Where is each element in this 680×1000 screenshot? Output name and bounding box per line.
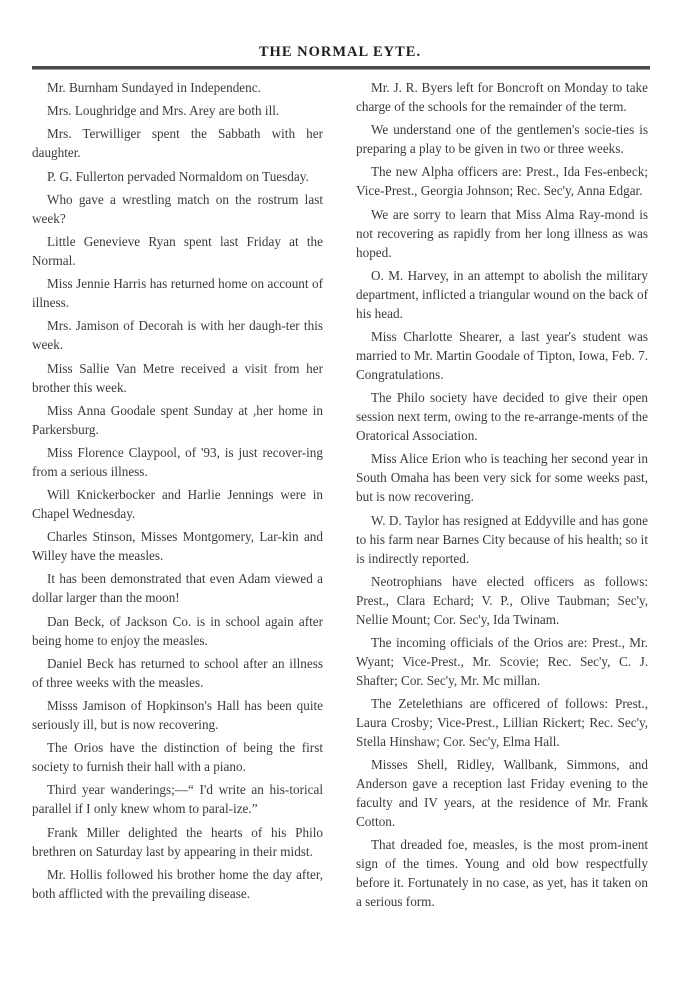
news-item: Charles Stinson, Misses Montgomery, Lar-kin and Willey have the measles. bbox=[32, 529, 323, 564]
news-item: Who gave a wrestling match on the rostrum last week? bbox=[32, 191, 323, 226]
news-item: Neotrophians have elected officers as follows: Prest., Clara Echard; V. P., Olive Taubman; Sec'y, Nellie Mount; Cor. Sec'y, Ida Twinam. bbox=[356, 573, 648, 627]
news-item: Miss Alice Erion who is teaching her second year in South Omaha has been very sick for some weeks past, but is now recovering. bbox=[356, 451, 648, 505]
news-item: The new Alpha officers are: Prest., Ida Fes-enbeck; Vice-Prest., Georgia Johnson; Rec. Sec'y, Anna Edgar. bbox=[356, 164, 648, 199]
news-item: Mrs. Terwilliger spent the Sabbath with her daughter. bbox=[32, 126, 323, 161]
news-item: Miss Florence Claypool, of '93, is just recover-ing from a serious illness. bbox=[32, 444, 323, 479]
header-rule bbox=[32, 66, 650, 70]
news-item: Mrs. Loughridge and Mrs. Arey are both ill. bbox=[47, 103, 280, 119]
news-item: O. M. Harvey, in an attempt to abolish the military department, inflicted a triangular wound on the back of his head. bbox=[356, 267, 648, 321]
news-item: Third year wanderings;—“ I'd write an his-torical parallel if I only knew whom to paral-ize.” bbox=[32, 782, 323, 817]
right-column bbox=[356, 78, 648, 916]
news-item: Will Knickerbocker and Harlie Jennings were in Chapel Wednesday. bbox=[32, 487, 323, 522]
news-item: Miss Sallie Van Metre received a visit from her brother this week. bbox=[32, 360, 323, 395]
news-item: P. G. Fullerton pervaded Normaldom on Tuesday. bbox=[47, 168, 309, 184]
news-item: Misss Jamison of Hopkinson's Hall has been quite seriously ill, but is now recovering. bbox=[32, 698, 323, 732]
news-item: That dreaded foe, measles, is the most prom-inent sign of the times. Young and old bow respectfully before it. Fortunately in no case, as yet, has it taken on a serious form. bbox=[356, 837, 648, 910]
news-item: Mr. Hollis followed his brother home the day after, both afflicted with the prevailing disease. bbox=[32, 866, 323, 901]
news-item: The Orios have the distinction of being the first society to furnish their hall with a piano. bbox=[32, 740, 323, 775]
news-item: We are sorry to learn that Miss Alma Ray-mond is not recovering as rapidly from her long illness as was hoped. bbox=[356, 206, 648, 260]
page-title: THE NORMAL EYTE. bbox=[258, 44, 422, 60]
news-item: It has been demonstrated that even Adam viewed a dollar larger than the moon! bbox=[32, 571, 323, 606]
news-item: We understand one of the gentlemen's socie-ties is preparing a play to be given in two or three weeks. bbox=[356, 122, 648, 157]
news-item: Mr. J. R. Byers left for Boncroft on Monday to take charge of the schools for the remainder of the term. bbox=[356, 80, 648, 114]
news-item: The Philo society have decided to give their open session next term, owing to the re-arrange-ments of the Oratorical Association. bbox=[356, 390, 648, 444]
news-item: Miss Charlotte Shearer, a last year's student was married to Mr. Martin Goodale of Tipton, Iowa, Feb. 7. Congratulations. bbox=[356, 328, 648, 382]
news-item: Daniel Beck has returned to school after an illness of three weeks with the measles. bbox=[32, 655, 323, 690]
news-item: The Zetelethians are officered of follows: Prest., Laura Crosby; Vice-Prest., Lillian Rickert; Rec. Sec'y, Stella Hinshaw; Cor. Sec'y, Elma Hall. bbox=[356, 696, 648, 750]
news-item: Miss Anna Goodale spent Sunday at ,her home in Parkersburg. bbox=[32, 402, 323, 437]
news-item: Frank Miller delighted the hearts of his Philo brethren on Saturday last by appearing in their midst. bbox=[32, 824, 323, 859]
news-item: Little Genevieve Ryan spent last Friday at the Normal. bbox=[32, 233, 323, 268]
left-column bbox=[32, 78, 323, 907]
news-item: Mr. Burnham Sundayed in Independenc. bbox=[47, 80, 261, 95]
news-item: Mrs. Jamison of Decorah is with her daugh-ter this week. bbox=[32, 318, 323, 353]
news-item: W. D. Taylor has resigned at Eddyville and has gone to his farm near Barnes City because of his health; so it is indirectly reported. bbox=[356, 512, 648, 566]
news-item: Miss Jennie Harris has returned home on account of illness. bbox=[32, 276, 323, 311]
news-item: The incoming officials of the Orios are: Prest., Mr. Wyant; Vice-Prest., Mr. Scovie; Rec. Sec'y, C. J. Shafter; Cor. Sec'y, Mr. Mc millan. bbox=[356, 634, 648, 688]
news-item: Dan Beck, of Jackson Co. is in school again after being home to enjoy the measles. bbox=[32, 613, 323, 648]
news-item: Misses Shell, Ridley, Wallbank, Simmons, and Anderson gave a reception last Friday evening to the faculty and IV years, at the residence of Mr. Frank Cotton. bbox=[356, 757, 648, 830]
